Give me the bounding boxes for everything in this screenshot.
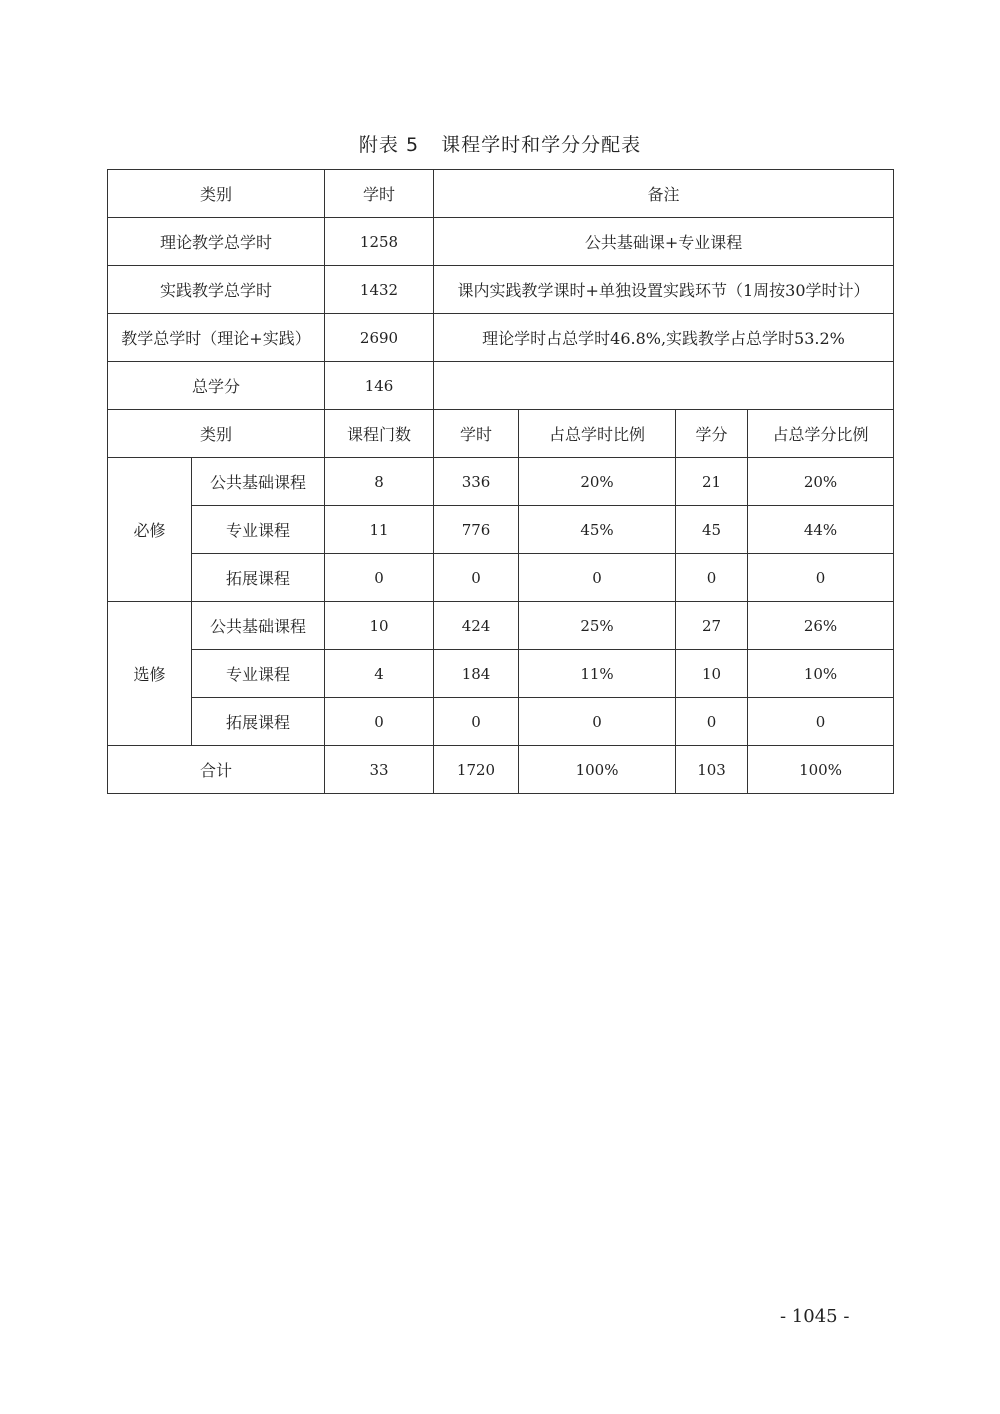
course-hours-ratio: 45% xyxy=(519,506,676,554)
table-title: 课程学时和学分分配表 xyxy=(441,134,642,156)
summary-row xyxy=(108,218,894,266)
course-type: 专业课程 xyxy=(192,506,325,554)
credit-hours-table xyxy=(107,169,894,794)
summary-hours: 1432 xyxy=(325,266,434,314)
table-row xyxy=(108,506,894,554)
group-label: 必修 xyxy=(108,458,192,602)
summary-category: 总学分 xyxy=(108,362,325,410)
course-hours-ratio: 20% xyxy=(519,458,676,506)
summary-remarks: 课内实践教学课时+单独设置实践环节（1周按30学时计） xyxy=(434,266,894,314)
course-credits-ratio: 0 xyxy=(748,698,894,746)
detail-header-category: 类别 xyxy=(108,410,325,458)
course-hours-ratio: 25% xyxy=(519,602,676,650)
course-type: 拓展课程 xyxy=(192,698,325,746)
table-row xyxy=(108,554,894,602)
course-hours: 0 xyxy=(434,554,519,602)
course-count: 11 xyxy=(325,506,434,554)
course-hours: 184 xyxy=(434,650,519,698)
summary-row xyxy=(108,314,894,362)
course-count: 4 xyxy=(325,650,434,698)
summary-remarks: 理论学时占总学时46.8%,实践教学占总学时53.2% xyxy=(434,314,894,362)
summary-hours: 1258 xyxy=(325,218,434,266)
total-row xyxy=(108,746,894,794)
total-hours: 1720 xyxy=(434,746,519,794)
course-hours-ratio: 0 xyxy=(519,554,676,602)
course-credits: 0 xyxy=(676,698,748,746)
course-credits: 45 xyxy=(676,506,748,554)
total-label: 合计 xyxy=(108,746,325,794)
summary-hours: 2690 xyxy=(325,314,434,362)
summary-category: 理论教学总学时 xyxy=(108,218,325,266)
detail-header-row xyxy=(108,410,894,458)
course-credits: 0 xyxy=(676,554,748,602)
table-row xyxy=(108,602,894,650)
course-credits-ratio: 0 xyxy=(748,554,894,602)
course-type: 专业课程 xyxy=(192,650,325,698)
table-row xyxy=(108,698,894,746)
detail-header-hours-ratio: 占总学时比例 xyxy=(519,410,676,458)
course-hours: 336 xyxy=(434,458,519,506)
summary-remarks xyxy=(434,362,894,410)
detail-header-credits-ratio: 占总学分比例 xyxy=(748,410,894,458)
course-credits-ratio: 26% xyxy=(748,602,894,650)
course-hours-ratio: 0 xyxy=(519,698,676,746)
detail-header-credits: 学分 xyxy=(676,410,748,458)
course-hours: 0 xyxy=(434,698,519,746)
total-count: 33 xyxy=(325,746,434,794)
summary-row xyxy=(108,266,894,314)
course-credits: 21 xyxy=(676,458,748,506)
course-count: 0 xyxy=(325,698,434,746)
total-credits: 103 xyxy=(676,746,748,794)
header-hours: 学时 xyxy=(325,170,434,218)
course-hours: 776 xyxy=(434,506,519,554)
page-number: - 1045 - xyxy=(780,1306,850,1327)
summary-category: 教学总学时（理论+实践） xyxy=(108,314,325,362)
detail-header-count: 课程门数 xyxy=(325,410,434,458)
course-type: 公共基础课程 xyxy=(192,458,325,506)
course-count: 0 xyxy=(325,554,434,602)
summary-header-row xyxy=(108,170,894,218)
group-label: 选修 xyxy=(108,602,192,746)
summary-category: 实践教学总学时 xyxy=(108,266,325,314)
total-credits-ratio: 100% xyxy=(748,746,894,794)
table-row xyxy=(108,458,894,506)
table-number: 附表 5 xyxy=(358,134,420,156)
course-type: 公共基础课程 xyxy=(192,602,325,650)
detail-header-hours: 学时 xyxy=(434,410,519,458)
course-count: 8 xyxy=(325,458,434,506)
course-credits: 27 xyxy=(676,602,748,650)
summary-row xyxy=(108,362,894,410)
course-credits: 10 xyxy=(676,650,748,698)
course-hours-ratio: 11% xyxy=(519,650,676,698)
total-hours-ratio: 100% xyxy=(519,746,676,794)
course-count: 10 xyxy=(325,602,434,650)
course-type: 拓展课程 xyxy=(192,554,325,602)
header-remarks: 备注 xyxy=(434,170,894,218)
course-hours: 424 xyxy=(434,602,519,650)
table-row xyxy=(108,650,894,698)
course-credits-ratio: 10% xyxy=(748,650,894,698)
summary-remarks: 公共基础课+专业课程 xyxy=(434,218,894,266)
course-credits-ratio: 44% xyxy=(748,506,894,554)
summary-hours: 146 xyxy=(325,362,434,410)
header-category: 类别 xyxy=(108,170,325,218)
page-title xyxy=(0,130,1000,157)
course-credits-ratio: 20% xyxy=(748,458,894,506)
